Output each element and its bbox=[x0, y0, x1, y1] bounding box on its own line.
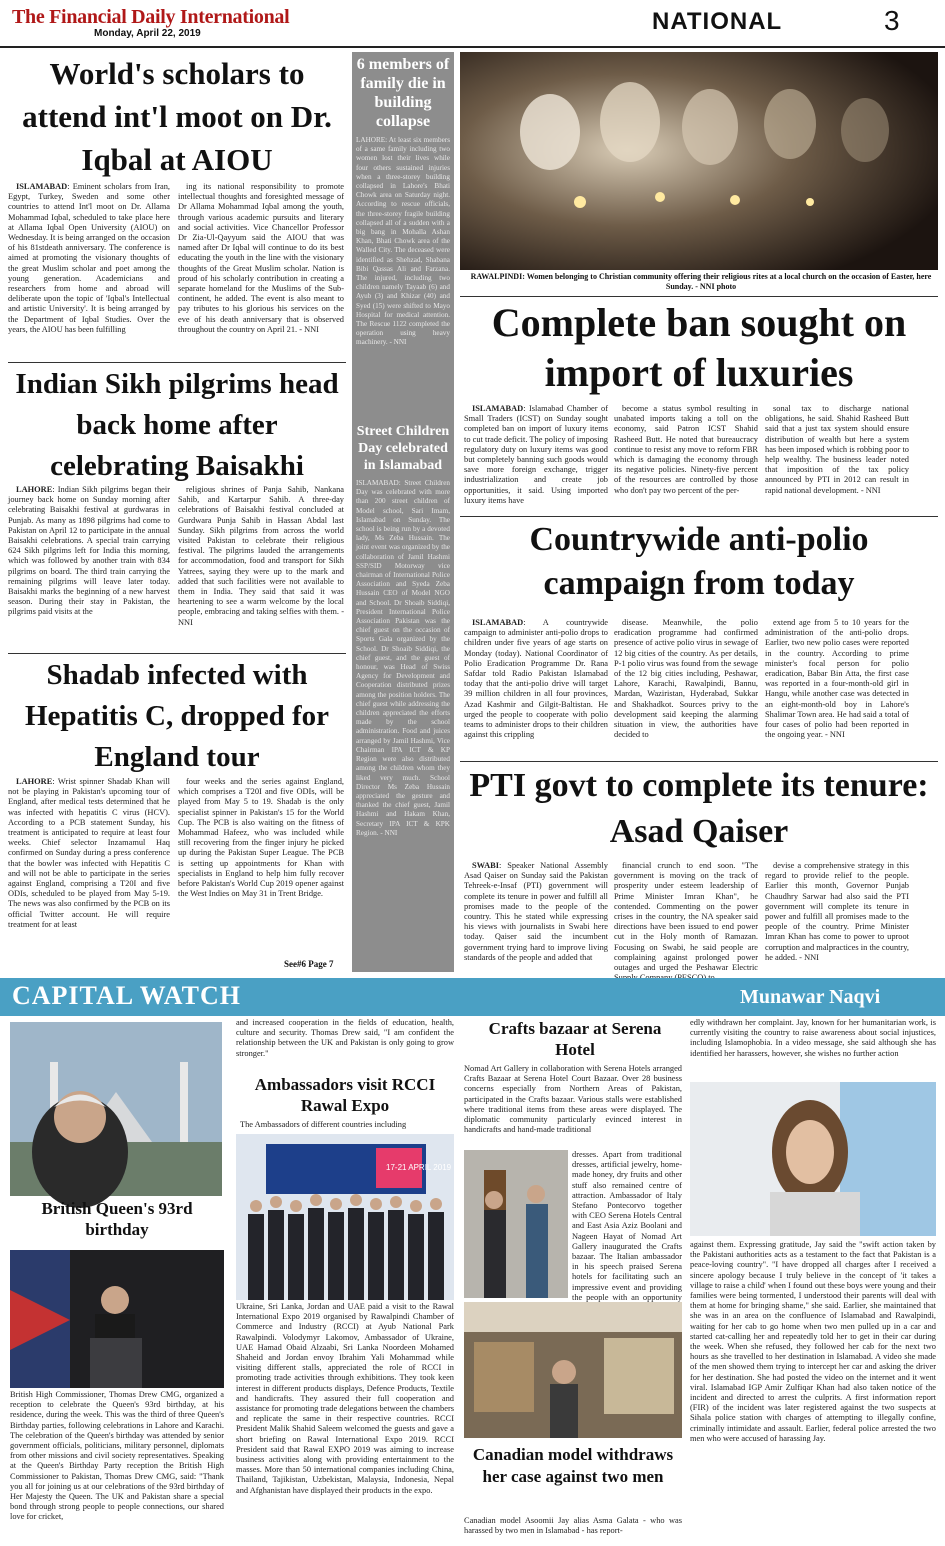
article-pti-col1: SWABI: Speaker National Assembly Asad Qaiser on Sunday said the Pakistan Tehreek-e-Insaf (PTI) government will complete its tenure in power and fulfill all promises made to the people of the country. This he stated while expressing his views with journalists in Swabi here today. Qaiser said the incumbent government trying hard to improve living standards of the people and added that bbox=[464, 861, 608, 962]
article-crafts-intro: Nomad Art Gallery in collaboration with Serena Hotels arranged Crafts Bazaar at Serena Hotel Court Bazaar. Over 28 business concerns especially from Northern Areas of Pakistan, participated in the Crafts bazaar. Various stalls were established where traditional items from these areas were displayed. The diplomatic community particularly evinced interest in handicrafts and hand-made traditional bbox=[464, 1064, 682, 1135]
article-crafts-bazaar: dresses. Apart from traditional dresses, artificial jewelry, home-made honey, dry fruits and other stuff also remained centre of attraction. Ambassador of Italy Stefano Pontecorvo together with CEO Serena Hotels Central and East Asia Aziz Boolani and Nageen Hayat of Nomad Art Gallery inaugurated the Crafts bazaar. The Italian ambassador in his speech praised Serena hotels for facilitating such an impressive event and providing the people with an opportunity bbox=[572, 1150, 682, 1302]
newspaper-name: The Financial Daily International bbox=[12, 6, 290, 28]
article-shadab-col2: four weeks and the series against England, which comprises a T20I and five ODIs, will be played from May 5 to 19. Shadab is the only specialist spinner in Pakistan's 15 for the World Cup. The PCB is also waiting on the fitness of Mohammad Hafeez, who was included while still recovering from the finger injury he picked up during the Pakistan Super League. The PCB is setting up appointments for Khan with specialists in England to help him fully recover before Pakistan's World Cup 2019 opener against the West Indies on May 31 in Trent Bridge. bbox=[178, 777, 344, 899]
expo-banner-text: 17-21 APRIL 2019 bbox=[386, 1163, 452, 1172]
section-title: NATIONAL bbox=[652, 8, 783, 35]
article-luxuries-col3: sonal tax to discharge national obligations, he said. Shahid Rasheed Butt said that a just tax system should ensure distribution of wealth but here a system has been imposed which is robbing poor to help wealthy. The business leader noted that imposition of the tax policy announced by PTI in 2012 can result in rapid national development. - NNI bbox=[765, 404, 909, 495]
column-author: Munawar Naqvi bbox=[740, 986, 881, 1008]
sidebar-text-collapse: LAHORE: At least six members of a same family including two women lost their lives while four others sustained injuries when a three-storey building collapsed in Lahore's Bhati Chowk area on Saturday night. According to rescue officials, the three-storey fragile building collapsed all of a sudden with a big bang in Mohalla Ashan Khan, Bhati Chowk area of the Walled City. The deceased were identified as Shehzad, Shabana Bibi Qassas Ali and Farzana. The injured, including two children namely Tayaab (6) and Ayub (3) and Khizar (40) and Syed (15) were shifted to Mayo Hospital for medical attention. The Rescue 1122 completed the operation using heavy machinery. - NNI bbox=[356, 136, 450, 347]
article-polio-col2: disease. Meanwhile, the polio eradication programme had confirmed presence of active polio virus in sewage of 12 big cities of the country. As per details, P-1 polio virus was found from the sewage of the 12 big cities including, Peshawar, Lahore, Karachi, Rawalpindi, Bannu, Mardan, Waziristan, Hyderabad, Sukkar and Shakhadkot. Sources privy to the development said keeping the alarming situation in view, the authorities have decided to bbox=[614, 618, 758, 740]
headline-canadian-model: Canadian model withdraws her case against two men bbox=[472, 1445, 674, 1486]
photo-caption-easter: RAWALPINDI: Women belonging to Christian community offering their religious rites at a local church on the occasion of Easter, here Sunday. - NNI photo bbox=[470, 272, 932, 291]
capital-watch-banner bbox=[0, 978, 945, 1016]
crafts-bazaar-photo bbox=[464, 1150, 568, 1298]
column-title: CAPITAL WATCH bbox=[12, 981, 241, 1010]
headline-shadab: Shadab infected with Hepatitis C, dropped for England tour bbox=[25, 659, 329, 773]
article-polio-col1: ISLAMABAD: A countrywide campaign to administer anti-polio drops to children under five years of age starts on Monday (today). National Coordinator of Polio Eradication Programme Dr. Rana Safdar told Radio Pakistan Islamabad today that the anti-polio drive will target 39 million children in all four provinces, Azad Kashmir and Gilgit-Baltistan. He urged the people to cooperate with polio teams to administer drops to their children against this crippling bbox=[464, 618, 608, 740]
sidebar-headline-street-children: Street Children Day celebrated in Islamabad bbox=[356, 424, 450, 473]
commissioner-portrait-photo bbox=[10, 1022, 222, 1196]
article-model-cont2: against them. Expressing gratitude, Jay said the "swift action taken by the Pakistani authorities acts as a testament to the fact that Pakistan is a peace-loving country". "I have dropped all charges after I received a sincere apology because I truly believe in the concept of 'it takes a village to raise a child' when I found out these boys were young and their families were being tormented, I understood their parents will deal with them at home for bringing shame," she said. Earlier, she maintained that she was in an area on the confluence of Islamabad and Rawalpindi, waiting for her cab to go home when two men pulled up in a car and started cat-calling her and repeatedly told her to get in their car during the week. When she refused, they followed her cab for the next two hours as she travelled to her destination in Islamabad. A video she made of the men showed them trying to intercept her car and asking the driver for her destination. She had posted the video on the internet and it went viral. Islamabad IGP Amir Zulfiqar Khan had also taken notice of the incident and directed to arrest the culprits. A first information report (FIR) of the incident was later registered against the two suspects at Sihala police station with charges of attempting to illegally confine, criminally intimidate and assault. Earlier, federal police arrested the two men who were accused of harassing Jay. bbox=[690, 1240, 936, 1443]
article-iqbal-col2: ing its national responsibility to promote intellectual thoughts and foresighted message of Dr Allama Mohammad Iqbal among the youth, through various academic pursuits and literary and social activities. Vice Chancellor Professor Dr Zia-Ul-Qayyum said the AIOU that was named after Dr Iqbal will continue to do its best educating the youth in the line with the visionary thoughts of the Great Muslim scholar. Nation is proud of his scholarly contribution in creating a separate homeland for the Muslims of the Sub-continent, he added. The event is also meant to pay tributes to his glorious his services on the eve of his death anniversary that is observed throughout the country on April 21. - NNI bbox=[178, 182, 344, 334]
photo-image bbox=[460, 52, 938, 270]
page-number: 3 bbox=[884, 5, 900, 36]
sidebar-headline-collapse: 6 members of family die in building collapse bbox=[356, 56, 450, 130]
model-portrait-photo bbox=[690, 1082, 936, 1236]
headline-sikh-pilgrims: Indian Sikh pilgrims head back home after celebrating Baisakhi bbox=[15, 368, 339, 482]
article-ambassadors-intro: The Ambassadors of different countries including bbox=[240, 1120, 407, 1129]
headline-crafts-bazaar: Crafts bazaar at Serena Hotel bbox=[488, 1019, 662, 1059]
article-model-intro: Canadian model Asoomii Jay alias Asma Galata - who was harassed by two men in Islamabad - has report- bbox=[464, 1516, 682, 1536]
article-pti-col2: financial crunch to end soon. "The government is moving on the track of prosperity under esteem leadership of Prime Minister Imran Khan", he contended. Commenting on the power crises in the country, the NA speaker said directions have been issued to end power cut in the Holy month of Ramazan. Focusing on Swabi, he said people are complaining against prolonged power outages and urged the Peshawar Electric bbox=[614, 861, 758, 973]
headline-queen-birthday: British Queen's 93rd birthday bbox=[41, 1199, 193, 1239]
article-luxuries-col1: ISLAMABAD: Islamabad Chamber of Small Traders (ICST) on Sunday sought completed ban on import of luxury items to cut trade deficit. The policy of imposing regulatory duty on luxury items was good but completely banning such goods would save more foreign exchange, trigger industrialization and create job opportunities, it said. Using imported luxury items have bbox=[464, 404, 608, 505]
article-polio-col3: extend age from 5 to 10 years for the administration of the anti-polio drops. Earlier, two new polio cases were reported in the country. According to prime minister's focal person for polio eradication, Babar Bin Atta, the first case was reported in a four-month-old girl in Hangu, while another case was detected in an eight-month-old boy in Lahore's Shalimar Town area. He had said a total of four cases of polio had been reported in the ongoing year. - NNI bbox=[765, 618, 909, 740]
issue-date: Monday, April 22, 2019 bbox=[94, 28, 201, 39]
article-ambassadors-expo: Ukraine, Sri Lanka, Jordan and UAE paid a visit to the Rawal International Expo 2019 organised by Rawalpindi Chamber of Commerce and Industry (RCCI) at Ayub National Park Rawalpindi. Volodymyr Lakomov, Ambassador of Ukraine, UAE Hamad Obaid Alzaabi, Sri Lanka Noordeen Mohamed Shaheid and Jordan envoy Ibrahim Yali Mohammad while visiting different stalls, appreciated the role of RCCI in promoting trade activities through exhibitions. They took keen interest in different products displays, Defence Products, Textile and handicrafts. They assured their full cooperation and assistance for promoting trade delegations between the chambers and replicate the same in their respective countries. RCCI President Malik Shahid Saleem welcomed the guests and gave a short briefing on Rawal International Expo 2019. RCCI President said that Rawal EXPO 2019 was aiming to increase business activities along with providing entertainment to the masses. More than 50 international companies including China, Thailand, Tajikistan, Uzbekistan, Malaysia, Indonesia, Nepal and Afghanistan have displayed their products in the expo. bbox=[236, 1302, 454, 1495]
article-queen-birthday: British High Commissioner, Thomas Drew CMG, organized a reception to celebrate the Queen's 93rd birthday, at his residence, during the week. This was the third of three Queen's Birthday parties, following celebrations in Lahore and Karachi. The celebration of the Queen's birthday was attended by senior government officials, politicians, military personnel, diplomats from other missions and civil society representatives. Speaking at the Queen's Birthday Party reception the British High Commissioner to Pakistan, Thomas Drew CMG, said: "Thank you all for joining us at our celebrations of the 93rd birthday of Her Majesty the Queen. The UK and Pakistan share a special bond through strong people to people connections, our shared love for cricket, bbox=[10, 1390, 224, 1522]
sidebar-text-street-children: ISLAMABAD: Street Children Day was celebrated with more than 200 street children of Model school, Sari Imam, Islamabad on Sunday. The school is being run by a devoted lady, Ms Zeba Hussain. The joint event was organized by the collaboration of Jamil Hashmi SSP/SID Motorway vice chairman of International Police Association and Syeda Zeba Hussain CEO of Model NGO and School. Dr Shoaib Siddiqi, President International Police Association Pakistan was the chief guest on the occasion of Sports Gala organized by the School. Dr Shoaib Siddiqi, the chief guest, and the guest of honour, was Head of Swiss Agency for Development and Cooperation distributed prizes among the position holders. The chief guest while addressing the children appreciated the efforts made by the school administration. Food and juices arranged by Jamil Hashmi, Vice Chairman IPA ICT & KP Region were also distributed among the children whom they liked very much. School Director Ms Zeba Hussain appreciated the gesture and thanked the chief guest, Jamil Hashmi and Hakam Khan, Secretary IPA ICT & KPK Region. - NNI bbox=[356, 479, 450, 837]
headline-pti-tenure: PTI govt to complete its tenure: Asad Qaiser bbox=[469, 767, 929, 850]
article-sikh-col2: religious shrines of Panja Sahib, Nankana Sahib, and Kartarpur Sahib. A three-day celebrations of Baisakhi festival concluded at Gurdwara Punja Sahib in Hassan Abdal last Sunday. Sikh pilgrims from across the world visited Pakistan to celebrate their religious festival. The pilgrims lauded the arrangements for accommodation, food and transport for Sikh Yatrees, saying they were up to the mark and added that such facilities were not available to them in India. They said that said it was heartening to see a warm welcome by the local people, embracing and taking selfies with them. - NNI bbox=[178, 485, 344, 627]
podium-speech-photo bbox=[10, 1250, 224, 1388]
article-iqbal-col1: ISLAMABAD: Eminent scholars from Iran, Egypt, Turkey, Sweden and some other countries to attend Int'l moot on Dr. Allama Mohammad Iqbal, scheduled to take place here at Allama Iqbal Open University (AIOU) on Wednesday. It is being arranged on the occasion of his 81stdeath anniversary. The conference is aimed at promoting the visionary thoughts of the great Muslim scholar and poet among the young generation. Academicians and researchers from home and abroad will deliberate upon the topic of 'Iqbal's Intellectual and artistic University'. It is being arranged by the Department of Iqbal Studies. Over the years, the AIOU has been fulfilling bbox=[8, 182, 170, 334]
continued-note: See#6 Page 7 bbox=[284, 959, 334, 969]
article-model-cont1: edly withdrawn her complaint. Jay, known for her humanitarian work, is currently visiting the country to raise awareness about social injustices, including Islamophobia. In a video message, she said although she has identified her harassers, however, she wishes no further action bbox=[690, 1018, 936, 1058]
headline-luxuries: Complete ban sought on import of luxuries bbox=[491, 300, 907, 395]
headline-ambassadors-expo: Ambassadors visit RCCI Rawal Expo bbox=[254, 1075, 436, 1115]
crafts-interior-photo bbox=[464, 1302, 682, 1438]
article-sikh-col1: LAHORE: Indian Sikh pilgrims began their journey back home on Sunday morning after celebrating Baisakhi festival at gurdwaras in Punjab. As many as 1898 pilgrims had come to Pakistan on April 12 to participate in the annual Baisakhi celebrations. A special train carrying 624 Sikh pilgrims left for India this morning, which was followed by another train with 834 pilgrims on board. The third train carrying the remaining pilgrims will leave later today. Baisakhi marks the beginning of a new harvest season. During their stay in Pakistan, the pilgrims paid visits at the bbox=[8, 485, 170, 617]
sidebar-briefs bbox=[352, 52, 454, 972]
easter-church-photo bbox=[460, 52, 938, 270]
article-luxuries-col2: become a status symbol resulting in unabated imports taking a toll on the economy, said Patron ICST Shahid Rasheed Butt. He noted that bureaucracy continue to resist any move to reform FBR which is damaging the economy through its negative policies. Ninety-five percent of the resources are controlled by those who don't pay two percent of the per- bbox=[614, 404, 758, 495]
headline-polio: Countrywide anti-polio campaign from today bbox=[529, 521, 869, 602]
masthead bbox=[0, 0, 945, 48]
headline-iqbal-moot: World's scholars to attend int'l moot on Dr. Iqbal at AIOU bbox=[22, 56, 332, 177]
article-shadab-col1: LAHORE: Wrist spinner Shadab Khan will not be playing in Pakistan's upcoming tour of England, after medical tests determined that he was infected with hepatitis C virus (HCV). According to a PCB statement Sunday, his treatment is anticipated to require at least four weeks. Chief selector Inzamamul Haq confirmed on Sunday during a press conference that the bowler was infected with Hepatitis C and will not be able to participate in the series against England, comprising a T20I and five ODIs, scheduled to be played from May 5-19. The news was also confirmed by the PCB on its official Twitter account. He will require treatment for at least bbox=[8, 777, 170, 929]
article-queen-continued: and increased cooperation in the fields of education, health, culture and security. Thomas Drew said, "I am confident the relationship between the UK and Pakistan is only going to grow stronger." bbox=[236, 1018, 454, 1058]
article-pti-col3: devise a comprehensive strategy in this regard to provide relief to the people. Earlier this month, Governor Punjab Chaudhry Sarwar had also said the PTI government will complete its tenure in power and fulfill all promises made to the people of the country. Prime Minister Imran Khan has come to power to uproot corruption and malpractices in the country, he added. - NNI bbox=[765, 861, 909, 962]
expo-group-photo bbox=[236, 1134, 454, 1300]
